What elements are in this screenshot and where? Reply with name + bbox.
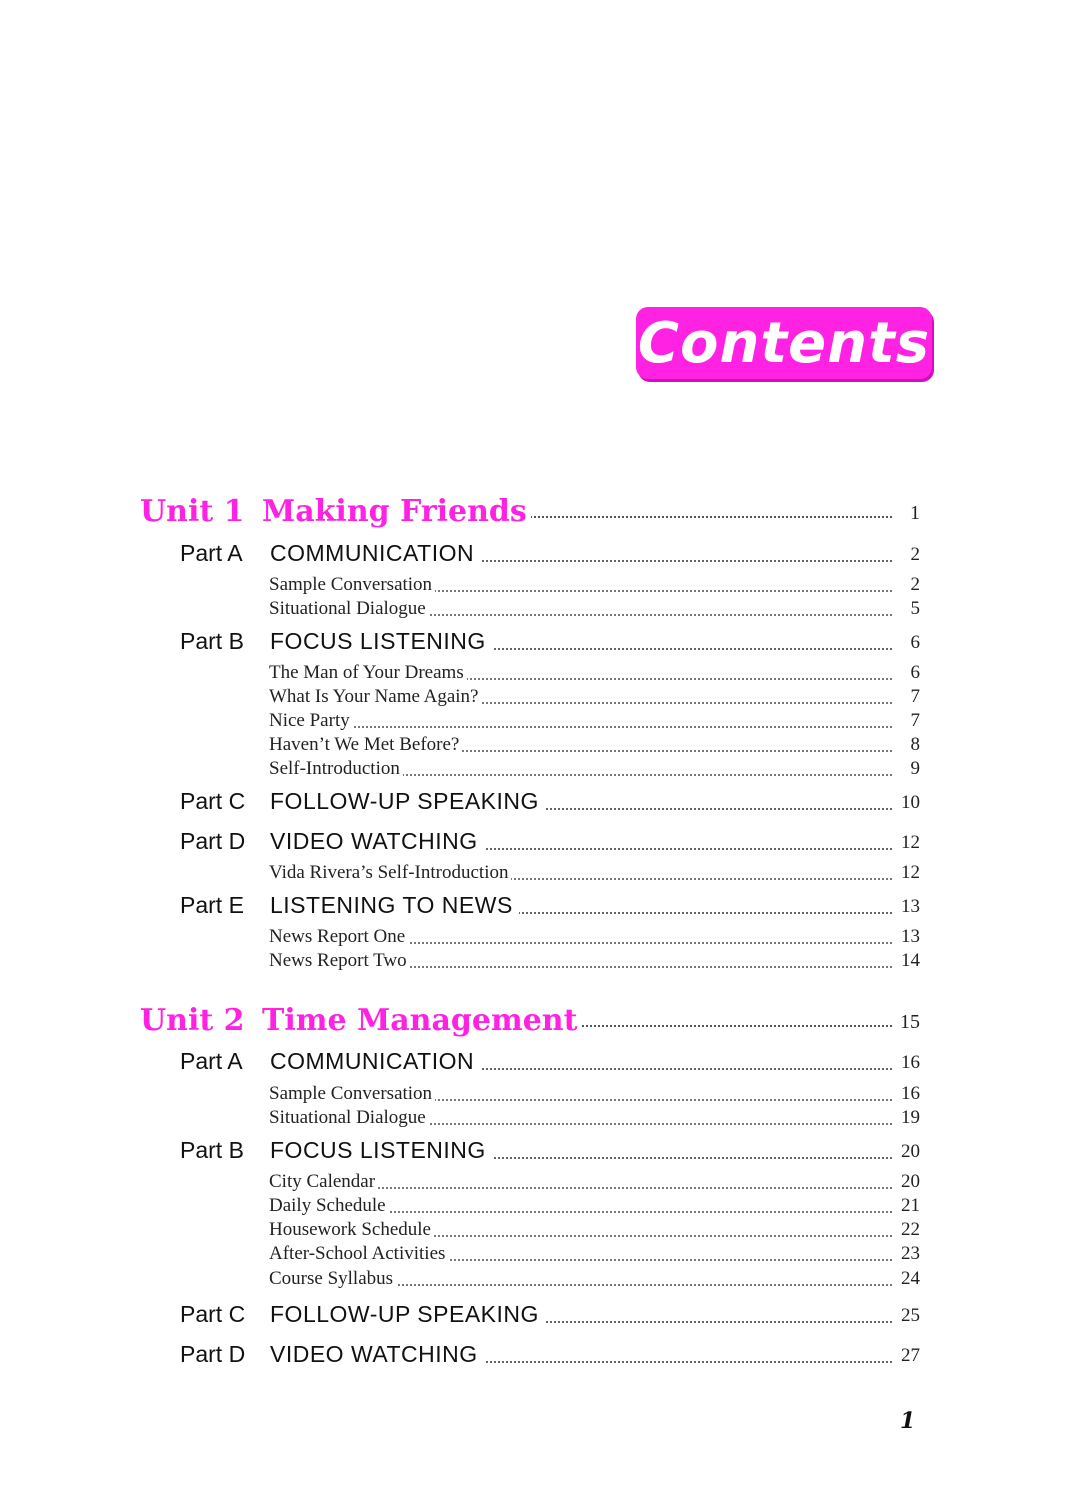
item-page: 21: [901, 1195, 920, 1216]
item-page: 5: [910, 598, 920, 619]
item-title: Course Syllabus: [269, 1268, 396, 1290]
item-title: What Is Your Name Again?: [269, 686, 482, 708]
part-label: Part C: [180, 1301, 246, 1327]
part-label: Part E: [180, 892, 244, 918]
item-page: 19: [901, 1107, 920, 1128]
part-page: 6: [910, 632, 920, 653]
unit-title: Making Friends: [262, 494, 531, 529]
item-page: 7: [910, 686, 920, 707]
part-page: 13: [901, 896, 920, 917]
part-label: Part D: [180, 828, 246, 854]
item-title: The Man of Your Dreams: [269, 662, 467, 684]
part-page: 16: [901, 1052, 920, 1073]
contents-heading: [636, 307, 932, 379]
toc-item[interactable]: [269, 1219, 920, 1243]
part-title: VIDEO WATCHING: [270, 1341, 484, 1368]
part-page: 20: [901, 1141, 920, 1162]
item-page: 20: [901, 1171, 920, 1192]
toc-part[interactable]: [180, 892, 920, 922]
toc-item[interactable]: [269, 1171, 920, 1195]
part-title: VIDEO WATCHING: [270, 828, 484, 855]
toc-item[interactable]: [269, 686, 920, 710]
part-title: LISTENING TO NEWS: [270, 892, 519, 919]
part-title: COMMUNICATION: [270, 540, 480, 567]
toc-item[interactable]: [269, 758, 920, 782]
item-page: 6: [910, 662, 920, 683]
part-label: Part B: [180, 1137, 244, 1163]
item-title: Situational Dialogue: [269, 1107, 429, 1129]
part-title: FOCUS LISTENING: [270, 628, 492, 655]
toc-part[interactable]: [180, 540, 920, 570]
toc-unit[interactable]: [140, 1003, 920, 1039]
toc-part[interactable]: [180, 1048, 920, 1078]
part-label: Part C: [180, 788, 246, 814]
item-title: Nice Party: [269, 710, 353, 732]
item-title: Haven’t We Met Before?: [269, 734, 462, 756]
unit-number: Unit 2: [140, 1003, 245, 1038]
unit-page: 15: [900, 1011, 920, 1033]
item-page: 12: [901, 862, 920, 883]
dot-leader: [269, 726, 892, 728]
item-title: Housework Schedule: [269, 1219, 434, 1241]
item-title: Daily Schedule: [269, 1195, 389, 1217]
item-page: 9: [910, 758, 920, 779]
toc-item[interactable]: [269, 662, 920, 686]
contents-heading-text: Contents: [637, 310, 931, 376]
toc-part[interactable]: [180, 788, 920, 818]
item-title: Sample Conversation: [269, 574, 435, 596]
toc-item[interactable]: [269, 950, 920, 974]
toc-item[interactable]: [269, 1268, 920, 1292]
item-page: 2: [910, 574, 920, 595]
part-label: Part A: [180, 540, 243, 566]
item-page: 8: [910, 734, 920, 755]
item-page: 14: [901, 950, 920, 971]
item-page: 24: [901, 1268, 920, 1289]
part-title: FOCUS LISTENING: [270, 1137, 492, 1164]
toc-item[interactable]: [269, 734, 920, 758]
item-title: Sample Conversation: [269, 1083, 435, 1105]
part-title: FOLLOW-UP SPEAKING: [270, 1301, 545, 1328]
item-title: After-School Activities: [269, 1243, 448, 1265]
item-page: 16: [901, 1083, 920, 1104]
item-title: Self-Introduction: [269, 758, 403, 780]
part-title: COMMUNICATION: [270, 1048, 480, 1075]
toc-item[interactable]: [269, 598, 920, 622]
toc-item[interactable]: [269, 1107, 920, 1131]
toc-part[interactable]: [180, 628, 920, 658]
part-label: Part A: [180, 1048, 243, 1074]
toc-item[interactable]: [269, 1195, 920, 1219]
toc-part[interactable]: [180, 1137, 920, 1167]
item-page: 23: [901, 1243, 920, 1264]
page-number: 1: [900, 1408, 916, 1434]
unit-number: Unit 1: [140, 494, 245, 529]
item-title: City Calendar: [269, 1171, 378, 1193]
toc-unit[interactable]: [140, 494, 920, 530]
part-label: Part D: [180, 1341, 246, 1367]
item-title: Situational Dialogue: [269, 598, 429, 620]
toc-item[interactable]: [269, 710, 920, 734]
item-page: 7: [910, 710, 920, 731]
toc-item[interactable]: [269, 1083, 920, 1107]
toc-item[interactable]: [269, 1243, 920, 1267]
item-page: 22: [901, 1219, 920, 1240]
part-page: 2: [910, 544, 920, 565]
toc-item[interactable]: [269, 862, 920, 886]
unit-page: 1: [910, 502, 920, 524]
toc-item[interactable]: [269, 574, 920, 598]
item-page: 13: [901, 926, 920, 947]
part-title: FOLLOW-UP SPEAKING: [270, 788, 545, 815]
unit-title: Time Management: [262, 1003, 581, 1038]
toc-part[interactable]: [180, 828, 920, 858]
part-page: 10: [901, 792, 920, 813]
part-label: Part B: [180, 628, 244, 654]
part-page: 27: [901, 1345, 920, 1366]
toc-part[interactable]: [180, 1301, 920, 1331]
part-page: 25: [901, 1305, 920, 1326]
item-title: Vida Rivera’s Self-Introduction: [269, 862, 511, 884]
toc-item[interactable]: [269, 926, 920, 950]
toc-part[interactable]: [180, 1341, 920, 1371]
part-page: 12: [901, 832, 920, 853]
item-title: News Report Two: [269, 950, 410, 972]
item-title: News Report One: [269, 926, 408, 948]
